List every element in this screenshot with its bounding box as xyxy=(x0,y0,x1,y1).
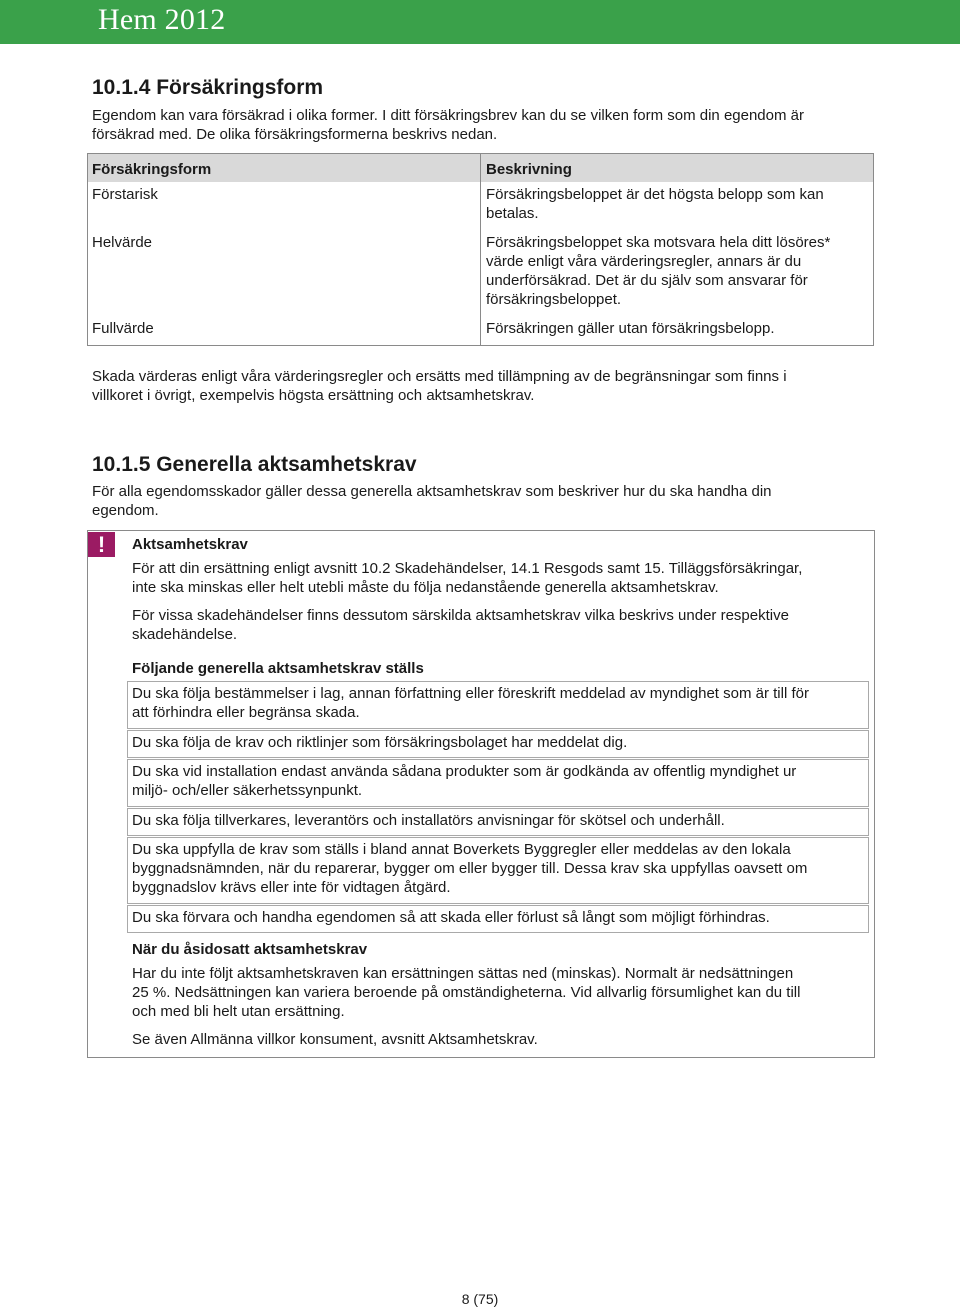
neglect-line: och med bli helt utan ersättning. xyxy=(132,1003,345,1020)
requirement-line: Du ska förvara och handha egendomen så att skada eller förlust så långt som möjligt förhindras. xyxy=(132,909,770,926)
section-heading-forsakringsform: 10.1.4 Försäkringsform xyxy=(92,76,324,99)
box-paragraph-line: inte ska minskas eller helt utebli måste du följa nedanstående generella aktsamhetskrav. xyxy=(132,579,719,596)
section2-intro-line2: egendom. xyxy=(92,502,159,519)
table-header-form: Försäkringsform xyxy=(92,161,212,178)
table-cell-desc-line: försäkringsbeloppet. xyxy=(486,291,622,308)
page-number: 8 (75) xyxy=(461,1291,499,1307)
requirement-line: Du ska uppfylla de krav som ställs i bland annat Boverkets Byggregler eller meddelas av den lokala xyxy=(132,841,791,858)
table-cell-desc-line: Försäkringsbeloppet är det högsta belopp som kan xyxy=(486,186,824,203)
see-also-text: Se även Allmänna villkor konsument, avsnitt Aktsamhetskrav. xyxy=(132,1031,538,1048)
section1-after-line1: Skada värderas enligt våra värderingsregler och ersätts med tillämpning av de begränsningar som finns i xyxy=(92,368,787,385)
exclamation-icon: ! xyxy=(88,532,115,557)
table-cell-form: Helvärde xyxy=(92,234,153,251)
requirement-item xyxy=(127,808,869,836)
section2-intro-line1: För alla egendomsskador gäller dessa generella aktsamhetskrav som beskriver hur du ska handha din xyxy=(92,483,772,500)
table-header-description: Beskrivning xyxy=(486,161,572,178)
box-paragraph-line: För vissa skadehändelser finns dessutom särskilda aktsamhetskrav vilka beskrivs under respektive xyxy=(132,607,789,624)
box-title: Aktsamhetskrav xyxy=(132,536,248,553)
table-cell-desc-line: Försäkringen gäller utan försäkringsbelopp. xyxy=(486,320,775,337)
neglect-line: 25 %. Nedsättningen kan variera beroende på omständigheterna. Vid allvarlig försumlighet kan du till xyxy=(132,984,801,1001)
requirement-line: Du ska följa de krav och riktlinjer som försäkringsbolaget har meddelat dig. xyxy=(132,734,628,751)
box-paragraph-line: skadehändelse. xyxy=(132,626,238,643)
table-cell-desc-line: betalas. xyxy=(486,205,539,222)
box-paragraph-line: För att din ersättning enligt avsnitt 10.2 Skadehändelser, 14.1 Resgods samt 15. Tilläggsförsäkringar, xyxy=(132,560,803,577)
table-column-divider xyxy=(480,154,481,345)
requirement-line: byggnadslov krävs eller inte för vidtagen åtgärd. xyxy=(132,879,451,896)
section1-intro-line2: försäkrad med. De olika försäkringsformerna beskrivs nedan. xyxy=(92,126,498,143)
requirement-item xyxy=(127,905,869,933)
table-cell-desc-line: Försäkringsbeloppet ska motsvara hela ditt lösöres* xyxy=(486,234,831,251)
requirement-item xyxy=(127,837,869,904)
neglect-line: Har du inte följt aktsamhetskraven kan ersättningen sättas ned (minskas). Normalt är nedsättningen xyxy=(132,965,794,982)
section-heading-aktsamhetskrav: 10.1.5 Generella aktsamhetskrav xyxy=(92,453,417,476)
requirement-line: Du ska följa tillverkares, leverantörs och installatörs anvisningar för skötsel och underhåll. xyxy=(132,812,725,829)
neglect-title: När du åsidosatt aktsamhetskrav xyxy=(132,941,368,958)
requirement-line: Du ska vid installation endast använda sådana produkter som är godkända av offentlig myndighet ur xyxy=(132,763,797,780)
table-cell-form: Förstarisk xyxy=(92,186,158,203)
requirements-list-title: Följande generella aktsamhetskrav ställs xyxy=(132,660,424,677)
requirement-line: byggnadsnämnden, när du reparerar, bygger om eller bygger till. Dessa krav ska uppfyllas oavsett om xyxy=(132,860,808,877)
requirement-line: Du ska följa bestämmelser i lag, annan författning eller föreskrift meddelad av myndighet som är till för xyxy=(132,685,809,702)
table-cell-desc-line: värde enligt våra värderingsregler, annars är du xyxy=(486,253,802,270)
requirement-line: att förhindra eller begränsa skada. xyxy=(132,704,360,721)
table-cell-form: Fullvärde xyxy=(92,320,154,337)
requirement-item xyxy=(127,730,869,758)
requirement-item xyxy=(127,759,869,807)
document-title: Hem 2012 xyxy=(98,3,226,36)
requirement-line: miljö- och/eller säkerhetssynpunkt. xyxy=(132,782,363,799)
requirement-item xyxy=(127,681,869,729)
section1-after-line2: villkoret i övrigt, exempelvis högsta ersättning och aktsamhetskrav. xyxy=(92,387,535,404)
insurance-form-table xyxy=(87,153,874,346)
section1-intro-line1: Egendom kan vara försäkrad i olika former. I ditt försäkringsbrev kan du se vilken form som din egendom är xyxy=(92,107,804,124)
table-cell-desc-line: underförsäkrad. Det är du själv som ansvarar för xyxy=(486,272,808,289)
